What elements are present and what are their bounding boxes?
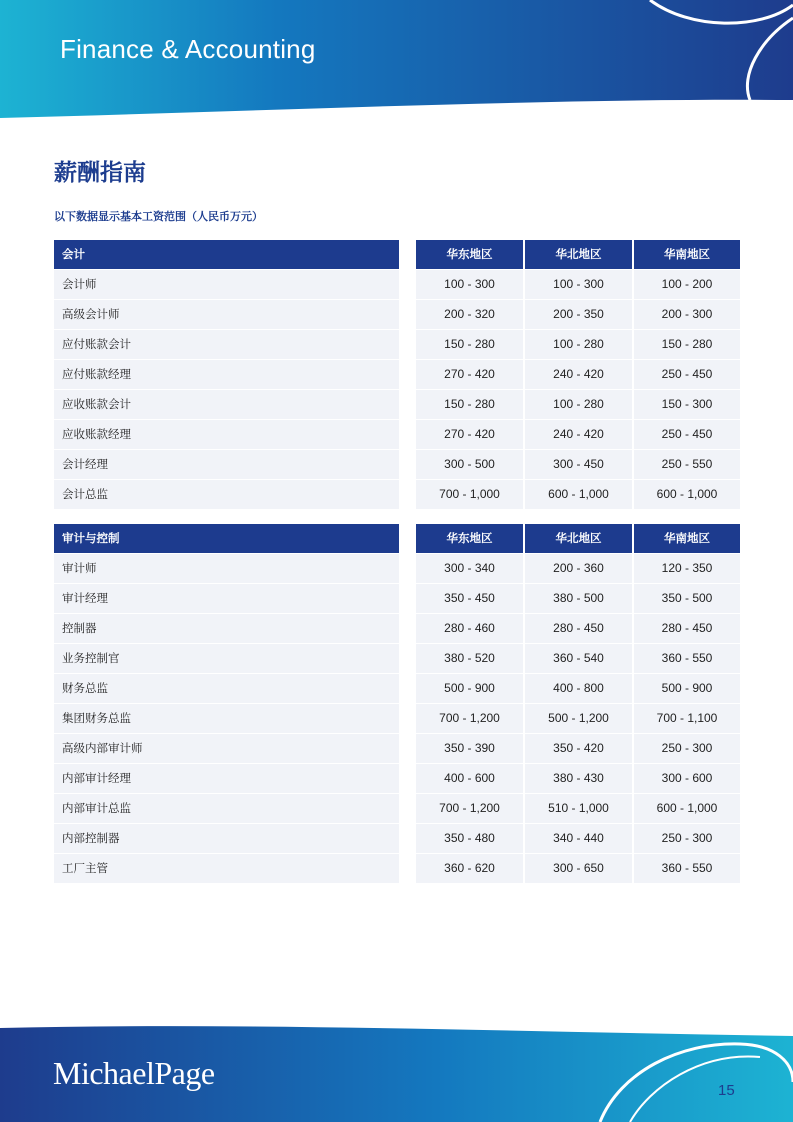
salary-range-cell: 350 - 450: [416, 584, 523, 613]
job-title-cell: 集团财务总监: [54, 704, 399, 733]
table-category-header: 会计: [54, 240, 399, 269]
salary-range-cell: 100 - 280: [525, 330, 632, 359]
table-row: [54, 450, 740, 480]
header-title: Finance & Accounting: [60, 34, 316, 64]
salary-range-cell: 100 - 280: [525, 390, 632, 419]
salary-range-cell: 280 - 450: [525, 614, 632, 643]
audit-control-salary-table: [54, 524, 740, 884]
header-wave-graphic: [0, 0, 793, 130]
job-title-cell: 内部审计经理: [54, 764, 399, 793]
salary-range-cell: 300 - 600: [634, 764, 740, 793]
salary-range-cell: 350 - 500: [634, 584, 740, 613]
table-row: [54, 674, 740, 704]
job-title-cell: 内部审计总监: [54, 794, 399, 823]
salary-range-cell: 700 - 1,100: [634, 704, 740, 733]
table-header-row: [54, 240, 740, 270]
table-row: [54, 330, 740, 360]
table-row: [54, 734, 740, 764]
salary-range-cell: 700 - 1,200: [416, 794, 523, 823]
salary-range-cell: 600 - 1,000: [525, 480, 632, 509]
job-title-cell: 应收账款会计: [54, 390, 399, 419]
job-title-cell: 控制器: [54, 614, 399, 643]
page-subtitle: 以下数据显示基本工资范围（人民币万元）: [54, 210, 263, 223]
salary-range-cell: 350 - 420: [525, 734, 632, 763]
salary-range-cell: 300 - 500: [416, 450, 523, 479]
salary-range-cell: 100 - 300: [416, 270, 523, 299]
salary-range-cell: 250 - 300: [634, 824, 740, 853]
table-row: [54, 554, 740, 584]
salary-range-cell: 150 - 280: [634, 330, 740, 359]
table-row: [54, 584, 740, 614]
table-row: [54, 854, 740, 884]
salary-range-cell: 100 - 200: [634, 270, 740, 299]
salary-range-cell: 270 - 420: [416, 420, 523, 449]
salary-range-cell: 360 - 550: [634, 854, 740, 883]
salary-range-cell: 400 - 600: [416, 764, 523, 793]
table-row: [54, 480, 740, 510]
table-row: [54, 360, 740, 390]
job-title-cell: 审计经理: [54, 584, 399, 613]
salary-range-cell: 500 - 900: [634, 674, 740, 703]
salary-range-cell: 250 - 450: [634, 360, 740, 389]
table-row: [54, 704, 740, 734]
salary-range-cell: 280 - 460: [416, 614, 523, 643]
table-region-header: 华南地区: [634, 524, 740, 553]
salary-range-cell: 280 - 450: [634, 614, 740, 643]
salary-range-cell: 380 - 430: [525, 764, 632, 793]
salary-range-cell: 400 - 800: [525, 674, 632, 703]
salary-range-cell: 200 - 300: [634, 300, 740, 329]
salary-range-cell: 250 - 450: [634, 420, 740, 449]
salary-range-cell: 350 - 480: [416, 824, 523, 853]
job-title-cell: 高级内部审计师: [54, 734, 399, 763]
job-title-cell: 内部控制器: [54, 824, 399, 853]
salary-range-cell: 300 - 340: [416, 554, 523, 583]
table-region-header: 华东地区: [416, 240, 523, 269]
salary-range-cell: 200 - 350: [525, 300, 632, 329]
job-title-cell: 应付账款会计: [54, 330, 399, 359]
table-region-header: 华北地区: [525, 240, 632, 269]
salary-range-cell: 600 - 1,000: [634, 794, 740, 823]
salary-range-cell: 350 - 390: [416, 734, 523, 763]
job-title-cell: 业务控制官: [54, 644, 399, 673]
job-title-cell: 财务总监: [54, 674, 399, 703]
salary-range-cell: 360 - 540: [525, 644, 632, 673]
table-region-header: 华南地区: [634, 240, 740, 269]
job-title-cell: 应付账款经理: [54, 360, 399, 389]
salary-range-cell: 100 - 300: [525, 270, 632, 299]
job-title-cell: 会计经理: [54, 450, 399, 479]
header-banner: [0, 0, 793, 130]
job-title-cell: 高级会计师: [54, 300, 399, 329]
salary-range-cell: 700 - 1,200: [416, 704, 523, 733]
table-header-row: [54, 524, 740, 554]
job-title-cell: 工厂主管: [54, 854, 399, 883]
salary-range-cell: 360 - 620: [416, 854, 523, 883]
table-row: [54, 614, 740, 644]
page-title: 薪酬指南: [54, 160, 146, 186]
salary-range-cell: 270 - 420: [416, 360, 523, 389]
accounting-salary-table: [54, 240, 740, 510]
salary-range-cell: 500 - 1,200: [525, 704, 632, 733]
table-row: [54, 824, 740, 854]
salary-range-cell: 500 - 900: [416, 674, 523, 703]
salary-range-cell: 200 - 360: [525, 554, 632, 583]
salary-range-cell: 250 - 300: [634, 734, 740, 763]
table-row: [54, 270, 740, 300]
table-row: [54, 764, 740, 794]
table-row: [54, 644, 740, 674]
salary-range-cell: 150 - 280: [416, 330, 523, 359]
page-number: 15: [718, 1082, 735, 1099]
salary-range-cell: 340 - 440: [525, 824, 632, 853]
table-row: [54, 794, 740, 824]
salary-range-cell: 380 - 500: [525, 584, 632, 613]
salary-range-cell: 250 - 550: [634, 450, 740, 479]
table-category-header: 审计与控制: [54, 524, 399, 553]
job-title-cell: 审计师: [54, 554, 399, 583]
salary-range-cell: 240 - 420: [525, 360, 632, 389]
salary-range-cell: 200 - 320: [416, 300, 523, 329]
salary-range-cell: 380 - 520: [416, 644, 523, 673]
salary-range-cell: 300 - 450: [525, 450, 632, 479]
job-title-cell: 应收账款经理: [54, 420, 399, 449]
salary-range-cell: 240 - 420: [525, 420, 632, 449]
table-row: [54, 390, 740, 420]
table-region-header: 华东地区: [416, 524, 523, 553]
salary-range-cell: 360 - 550: [634, 644, 740, 673]
salary-range-cell: 600 - 1,000: [634, 480, 740, 509]
job-title-cell: 会计总监: [54, 480, 399, 509]
salary-range-cell: 700 - 1,000: [416, 480, 523, 509]
table-row: [54, 300, 740, 330]
salary-range-cell: 150 - 280: [416, 390, 523, 419]
michael-page-logo: MichaelPage: [53, 1055, 215, 1091]
salary-range-cell: 300 - 650: [525, 854, 632, 883]
salary-range-cell: 150 - 300: [634, 390, 740, 419]
salary-range-cell: 120 - 350: [634, 554, 740, 583]
job-title-cell: 会计师: [54, 270, 399, 299]
table-row: [54, 420, 740, 450]
salary-range-cell: 510 - 1,000: [525, 794, 632, 823]
table-region-header: 华北地区: [525, 524, 632, 553]
